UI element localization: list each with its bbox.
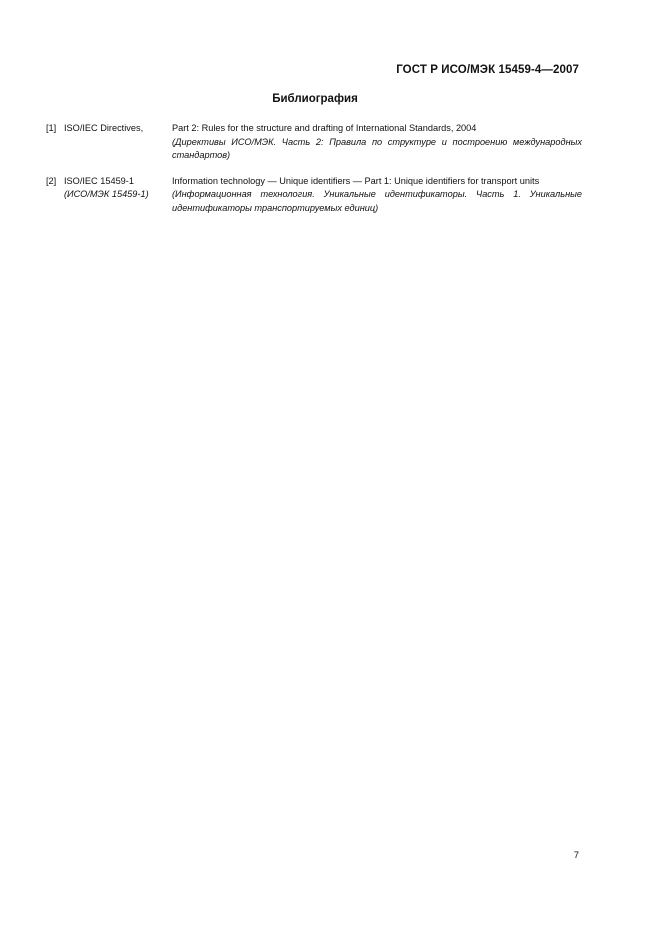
bibliography-entry-title-ru: (Информационная технология. Уникальные идентификаторы. Часть 1. Уникальные идентификаторы транспортируемых единиц) xyxy=(172,189,582,213)
bibliography-entry xyxy=(46,175,582,216)
bibliography-reference-designation-ru: (ИСО/МЭК 15459-1) xyxy=(64,189,149,199)
bibliography-entry-title-en: Information technology — Unique identifiers — Part 1: Unique identifiers for transport units xyxy=(172,175,540,186)
document-designation: ГОСТ Р ИСО/МЭК 15459-4—2007 xyxy=(396,64,579,76)
bibliography-entry-number: [2] xyxy=(46,175,57,186)
bibliography-entry-body xyxy=(172,122,582,163)
bibliography-entry-number: [1] xyxy=(46,123,57,133)
bibliography-entry-title-ru: (Директивы ИСО/МЭК. Часть 2: Правила по структуре и построению международных стандартов) xyxy=(172,136,582,160)
bibliography-entry-title-en: Part 2: Rules for the structure and drafting of International Standards, 2004 xyxy=(172,123,477,133)
page-number: 7 xyxy=(573,850,579,861)
bibliography-entry xyxy=(46,122,582,163)
bibliography-entry-body xyxy=(172,175,582,216)
bibliography-reference-designation: ISO/IEC Directives, xyxy=(64,123,144,133)
bibliography-title: Библиография xyxy=(272,93,358,105)
bibliography-reference xyxy=(46,122,172,163)
bibliography-list xyxy=(46,122,582,227)
bibliography-reference-designation: ISO/IEC 15459-1 xyxy=(64,175,134,186)
bibliography-reference xyxy=(46,175,172,216)
